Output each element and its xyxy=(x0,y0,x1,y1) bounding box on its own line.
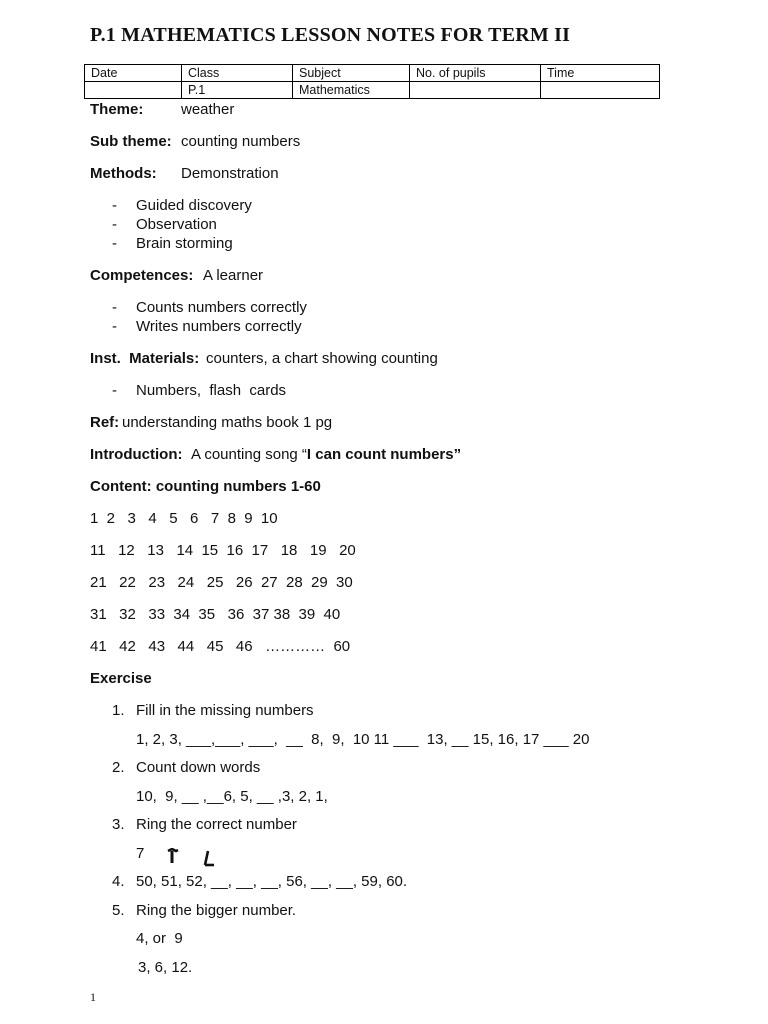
materials-value: counters, a chart showing counting xyxy=(206,350,438,367)
header-class: Class xyxy=(182,65,293,82)
theme-label: Theme: xyxy=(90,101,144,118)
introduction-text: A counting song “ xyxy=(191,446,307,463)
content-heading: Content: counting numbers 1-60 xyxy=(90,478,321,495)
introduction-value xyxy=(191,446,461,463)
methods-value: Demonstration xyxy=(181,165,279,182)
upside-down-seven-icon xyxy=(202,850,216,868)
sub-theme-label: Sub theme: xyxy=(90,133,172,150)
song-title: I can count numbers” xyxy=(306,446,462,463)
cell-class: P.1 xyxy=(182,82,293,99)
header-pupils: No. of pupils xyxy=(410,65,541,82)
exercise-number: 5. xyxy=(112,902,125,919)
exercise-question: Count down words xyxy=(136,759,261,776)
theme-value: weather xyxy=(181,101,235,118)
table-header-row xyxy=(85,65,660,82)
number-row: 31 32 33 34 35 36 37 38 39 40 xyxy=(90,606,341,623)
exercise-question: 50, 51, 52, __, __, __, 56, __, __, 59, 60. xyxy=(136,873,408,890)
list-item: Brain storming xyxy=(136,235,233,252)
list-bullet: - xyxy=(112,299,117,316)
reversed-seven-icon xyxy=(166,848,180,866)
lesson-info-table xyxy=(84,64,660,99)
cell-pupils xyxy=(410,82,541,99)
cell-subject: Mathematics xyxy=(293,82,410,99)
exercise-number: 4. xyxy=(112,873,125,890)
exercise-detail: 7 xyxy=(136,845,145,862)
list-item: Counts numbers correctly xyxy=(136,299,307,316)
sub-theme-value: counting numbers xyxy=(181,133,301,150)
exercise-detail: 1, 2, 3, ___,___, ___, __ 8, 9, 10 11 ___ 13, __ 15, 16, 17 ___ 20 xyxy=(136,731,590,748)
exercise-detail: 4, or 9 xyxy=(136,930,183,947)
competences-value: A learner xyxy=(203,267,264,284)
exercise-question: Fill in the missing numbers xyxy=(136,702,314,719)
list-item: Guided discovery xyxy=(136,197,252,214)
cell-time xyxy=(541,82,660,99)
list-bullet: - xyxy=(112,216,117,233)
number-row: 21 22 23 24 25 26 27 28 29 30 xyxy=(90,574,353,591)
list-bullet: - xyxy=(112,235,117,252)
header-time: Time xyxy=(541,65,660,82)
exercise-number: 2. xyxy=(112,759,125,776)
cell-date xyxy=(85,82,182,99)
header-subject: Subject xyxy=(293,65,410,82)
list-item: Writes numbers correctly xyxy=(136,318,302,335)
introduction-label: Introduction: xyxy=(90,446,183,463)
ref-value: understanding maths book 1 pg xyxy=(122,414,333,431)
number-row: 11 12 13 14 15 16 17 18 19 20 xyxy=(90,542,356,559)
list-item: Observation xyxy=(136,216,217,233)
ref-label: Ref: xyxy=(90,414,120,431)
list-bullet: - xyxy=(112,197,117,214)
number-row: 1 2 3 4 5 6 7 8 9 10 xyxy=(90,510,278,527)
exercise-heading: Exercise xyxy=(90,670,152,687)
exercise-question: Ring the bigger number. xyxy=(136,902,297,919)
methods-label: Methods: xyxy=(90,165,157,182)
competences-label: Competences: xyxy=(90,267,194,284)
header-date: Date xyxy=(85,65,182,82)
list-bullet: - xyxy=(112,318,117,335)
exercise-question: Ring the correct number xyxy=(136,816,297,833)
table-row xyxy=(85,82,660,99)
page-number: 1 xyxy=(90,990,96,1004)
exercise-number: 1. xyxy=(112,702,125,719)
list-item: Numbers, flash cards xyxy=(136,382,287,399)
materials-label: Inst. Materials: xyxy=(90,350,200,367)
exercise-detail: 3, 6, 12. xyxy=(138,959,193,976)
list-bullet: - xyxy=(112,382,117,399)
exercise-number: 3. xyxy=(112,816,125,833)
exercise-detail: 10, 9, __ ,__6, 5, __ ,3, 2, 1, xyxy=(136,788,328,805)
page-title: P.1 MATHEMATICS LESSON NOTES FOR TERM II xyxy=(90,24,571,46)
number-row: 41 42 43 44 45 46 ………… 60 xyxy=(90,638,351,655)
